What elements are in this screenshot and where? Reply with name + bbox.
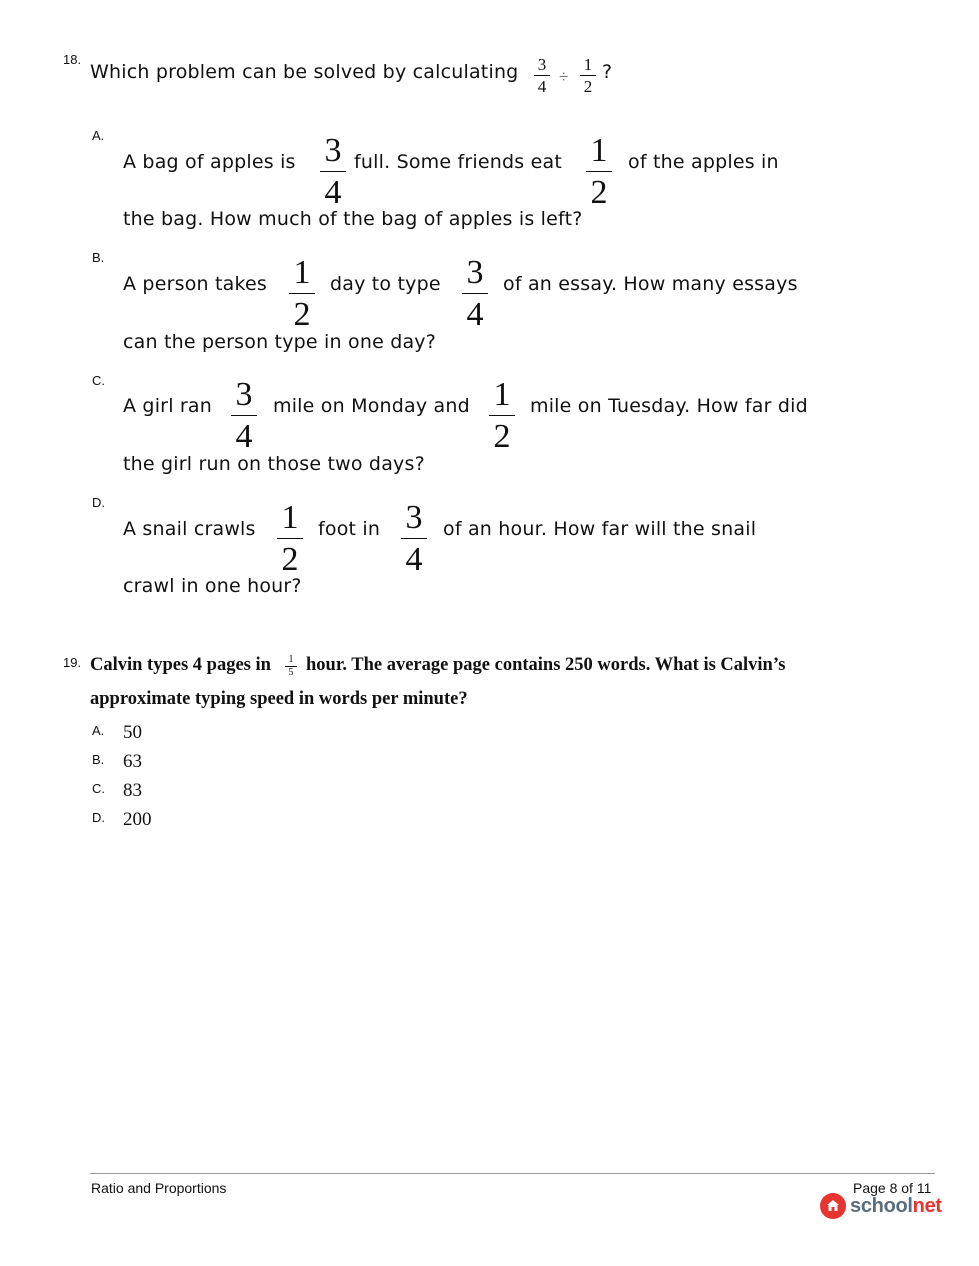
option-text: day to type bbox=[330, 273, 441, 295]
fraction: 1 2 bbox=[487, 378, 517, 454]
question-mark: ? bbox=[602, 61, 613, 83]
question-stem: Which problem can be solved by calculating bbox=[90, 61, 519, 83]
option-text: mile on Tuesday. How far did bbox=[530, 395, 808, 417]
fraction-one-half: 1 2 bbox=[579, 56, 597, 95]
option-c[interactable]: 83 bbox=[123, 780, 142, 801]
fraction: 1 2 bbox=[275, 501, 305, 577]
home-icon bbox=[820, 1193, 846, 1219]
question-stem: hour. The average page contains 250 words. What is Calvin’s bbox=[306, 655, 786, 675]
option-text: mile on Monday and bbox=[273, 395, 470, 417]
division-sign: ÷ bbox=[559, 67, 569, 86]
option-text: the girl run on those two days? bbox=[123, 453, 425, 475]
fraction: 3 4 bbox=[229, 378, 259, 454]
fraction-one-fifth: 1 5 bbox=[285, 655, 297, 678]
option-text: foot in bbox=[318, 518, 381, 540]
brand-name-accent: net bbox=[912, 1194, 942, 1217]
option-text: A snail crawls bbox=[123, 518, 256, 540]
schoolnet-logo bbox=[820, 1193, 942, 1219]
option-a[interactable]: 50 bbox=[123, 722, 142, 743]
fraction: 1 2 bbox=[584, 134, 614, 210]
fraction: 3 4 bbox=[460, 256, 490, 332]
question-stem: approximate typing speed in words per minute? bbox=[90, 689, 468, 709]
fraction: 3 4 bbox=[318, 134, 348, 210]
footer-divider bbox=[90, 1173, 935, 1174]
option-letter: D. bbox=[92, 810, 105, 825]
option-text: full. Some friends eat bbox=[354, 151, 562, 173]
brand-name: school bbox=[850, 1194, 913, 1217]
option-text: A bag of apples is bbox=[123, 151, 296, 173]
option-letter: C. bbox=[92, 373, 105, 388]
option-letter: A. bbox=[92, 723, 105, 738]
option-text: can the person type in one day? bbox=[123, 331, 437, 353]
option-letter: C. bbox=[92, 781, 105, 796]
option-text: A girl ran bbox=[123, 395, 213, 417]
option-letter: B. bbox=[92, 250, 105, 265]
fraction: 1 2 bbox=[287, 256, 317, 332]
fraction: 3 4 bbox=[399, 501, 429, 577]
question-number: 18. bbox=[63, 52, 82, 67]
option-letter: D. bbox=[92, 495, 105, 510]
option-text: the bag. How much of the bag of apples is left? bbox=[123, 208, 583, 230]
footer-title: Ratio and Proportions bbox=[91, 1180, 227, 1196]
option-text: of the apples in bbox=[628, 151, 779, 173]
option-letter: B. bbox=[92, 752, 105, 767]
option-d[interactable]: 200 bbox=[123, 809, 152, 830]
option-letter: A. bbox=[92, 128, 105, 143]
fraction-three-quarters: 3 4 bbox=[533, 56, 551, 95]
option-text: crawl in one hour? bbox=[123, 575, 302, 597]
page-number: Page 8 of 11 bbox=[853, 1180, 932, 1196]
option-text: A person takes bbox=[123, 273, 268, 295]
question-number: 19. bbox=[63, 655, 82, 670]
option-text: of an essay. How many essays bbox=[503, 273, 798, 295]
option-b[interactable]: 63 bbox=[123, 751, 142, 772]
question-stem: Calvin types 4 pages in bbox=[90, 655, 271, 675]
option-text: of an hour. How far will the snail bbox=[443, 518, 757, 540]
